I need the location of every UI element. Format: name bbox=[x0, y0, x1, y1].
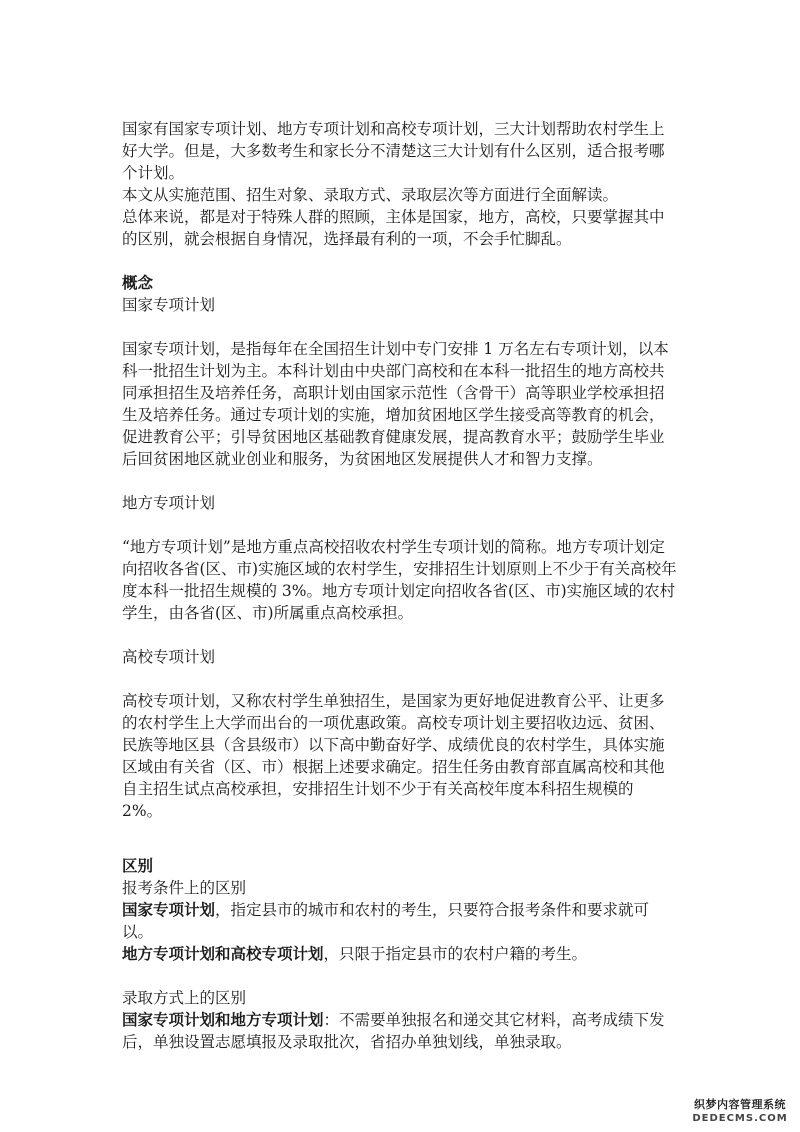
admission-item-national-local bbox=[122, 1009, 678, 1053]
eligibility-item-national-bold: 国家专项计划 bbox=[122, 900, 216, 919]
university-plan-body: 高校专项计划，又称农村学生单独招生，是国家为更好地促进教育公平、让更多的农村学生上大学而出台的一项优惠政策。高校专项计划主要招收边远、贫困、民族等地区县（含县级市）以下高中勤奋好学、成绩优良的农村学生，具体实施区域由有关省（区、市）根据上述要求确定。招生任务由教育部直属高校和其他自主招生试点高校承担，安排招生计划不少于有关高校年度本科招生规模的 2%。 bbox=[122, 692, 665, 820]
eligibility-item-local-university bbox=[122, 943, 678, 965]
admission-item-national-local-text: ：不需要单独报名和递交其它材料，高考成绩下发后，单独设置志愿填报及录取批次，省招办单独划线，单独录取。 bbox=[122, 1011, 665, 1051]
intro-paragraph-1: 国家有国家专项计划、地方专项计划和高校专项计划，三大计划帮助农村学生上好大学。但是，大多数考生和家长分不清楚这三大计划有什么区别，适合报考哪个计划。 bbox=[122, 120, 665, 182]
eligibility-item-local-university-bold: 地方专项计划和高校专项计划 bbox=[122, 944, 324, 963]
difference-heading: 区别 bbox=[122, 856, 154, 875]
eligibility-difference-title: 报考条件上的区别 bbox=[122, 879, 247, 897]
admission-item-national-local-bold: 国家专项计划和地方专项计划 bbox=[122, 1010, 324, 1029]
watermark-cn-text: 织梦内容管理系统 bbox=[694, 1098, 786, 1111]
watermark-en-text: DEDECMS.COM bbox=[692, 1113, 788, 1124]
eligibility-item-national bbox=[122, 899, 678, 943]
national-plan-body: 国家专项计划，是指每年在全国招生计划中专门安排 1 万名左右专项计划，以本科一批招生计划为主。本科计划由中央部门高校和在本科一批招生的地方高校共同承担招生及培养任务，高职计划由国家示范性（含骨干）高等职业学校承担招生及培养任务。通过专项计划的实施，增加贫困地区学生接受高等教育的机会，促进教育公平；引导贫困地区基础教育健康发展，提高教育水平；鼓励学生毕业后回贫困地区就业创业和服务，为贫困地区发展提供人才和智力支撑。 bbox=[122, 340, 669, 468]
concept-heading: 概念 bbox=[122, 273, 154, 292]
admission-difference-title: 录取方式上的区别 bbox=[122, 989, 247, 1007]
local-plan-title: 地方专项计划 bbox=[122, 494, 216, 512]
local-plan-body: “地方专项计划”是地方重点高校招收农村学生专项计划的简称。地方专项计划定向招收各省(区、市)实施区域的农村学生，安排招生计划原则上不少于有关高校年度本科一批招生规模的 3%。地方专项计划定向招收各省(区、市)实施区域的农村学生，由各省(区、市)所属重点高校承担。 bbox=[122, 538, 677, 622]
eligibility-item-local-university-text: ，只限于指定县市的农村户籍的考生。 bbox=[323, 945, 588, 963]
watermark-logo bbox=[686, 1098, 794, 1126]
eligibility-item-national-text: ，指定县市的城市和农村的考生，只要符合报考条件和要求就可以。 bbox=[122, 901, 650, 941]
national-plan-title: 国家专项计划 bbox=[122, 296, 216, 314]
university-plan-title: 高校专项计划 bbox=[122, 648, 216, 666]
intro-paragraph-3: 总体来说，都是对于特殊人群的照顾，主体是国家，地方，高校，只要掌握其中的区别，就会根据自身情况，选择最有利的一项，不会手忙脚乱。 bbox=[122, 208, 665, 248]
article-body bbox=[122, 118, 678, 1053]
intro-paragraph-2: 本文从实施范围、招生对象、录取方式、录取层次等方面进行全面解读。 bbox=[122, 186, 619, 204]
